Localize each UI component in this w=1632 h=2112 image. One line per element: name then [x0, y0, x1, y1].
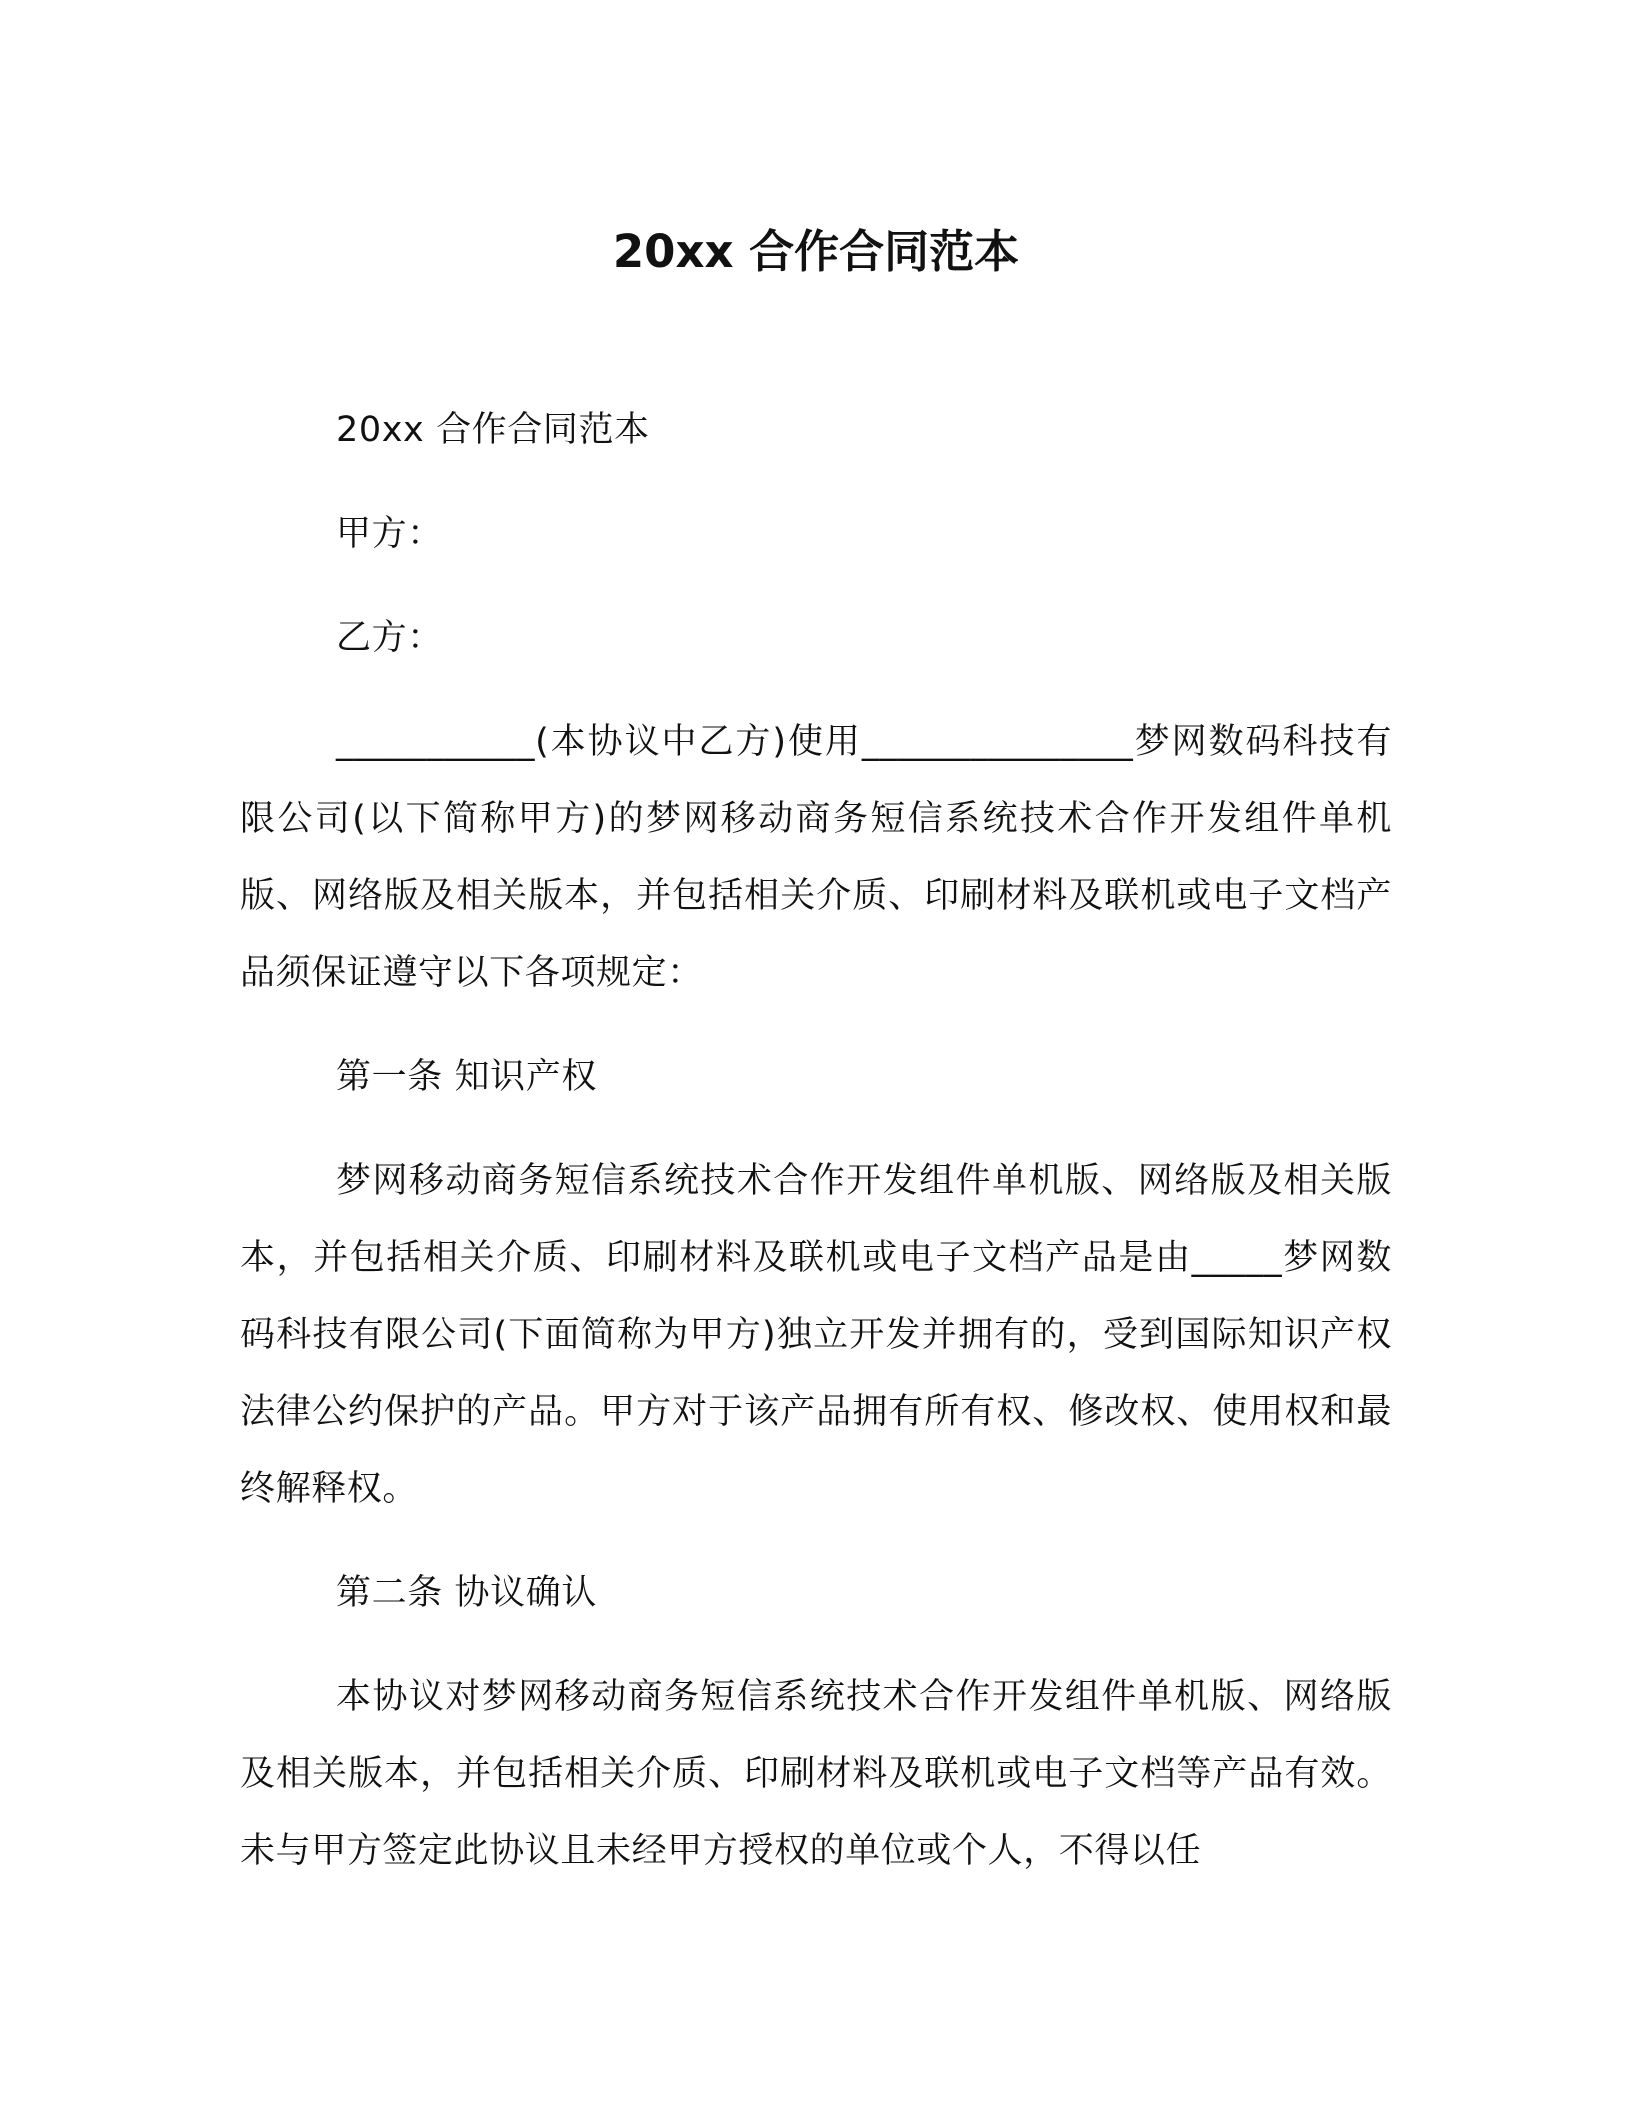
- party-b-line: 乙方：: [336, 618, 443, 658]
- party-a-line: 甲方：: [336, 514, 443, 554]
- document-title: 20xx 合作合同范本: [612, 225, 1020, 278]
- document-body: [240, 392, 1392, 1917]
- article-1-paragraph: 梦网移动商务短信系统技术合作开发组件单机版、网络版及相关版本，并包括相关介质、印刷材料及联机或电子文档产品是由_____梦网数码科技有限公司(下面简称为甲方)独立开发并拥有的，受到国际知识产权法律公约保护的产品。甲方对于该产品拥有所有权、修改权、使用权和最终解释权。: [240, 1161, 1392, 1509]
- article-2-heading: 第二条 协议确认: [336, 1573, 597, 1613]
- intro-paragraph: ___________(本协议中乙方)使用_______________梦网数码科技有限公司(以下简称甲方)的梦网移动商务短信系统技术合作开发组件单机版、网络版及相关版本，并包括相关介质、印刷材料及联机或电子文档产品须保证遵守以下各项规定：: [240, 722, 1392, 993]
- article-2-paragraph: 本协议对梦网移动商务短信系统技术合作开发组件单机版、网络版及相关版本，并包括相关介质、印刷材料及联机或电子文档等产品有效。未与甲方签定此协议且未经甲方授权的单位或个人，不得以任: [240, 1677, 1392, 1871]
- article-1-heading: 第一条 知识产权: [336, 1057, 597, 1097]
- contract-name-line: 20xx 合作合同范本: [336, 410, 650, 450]
